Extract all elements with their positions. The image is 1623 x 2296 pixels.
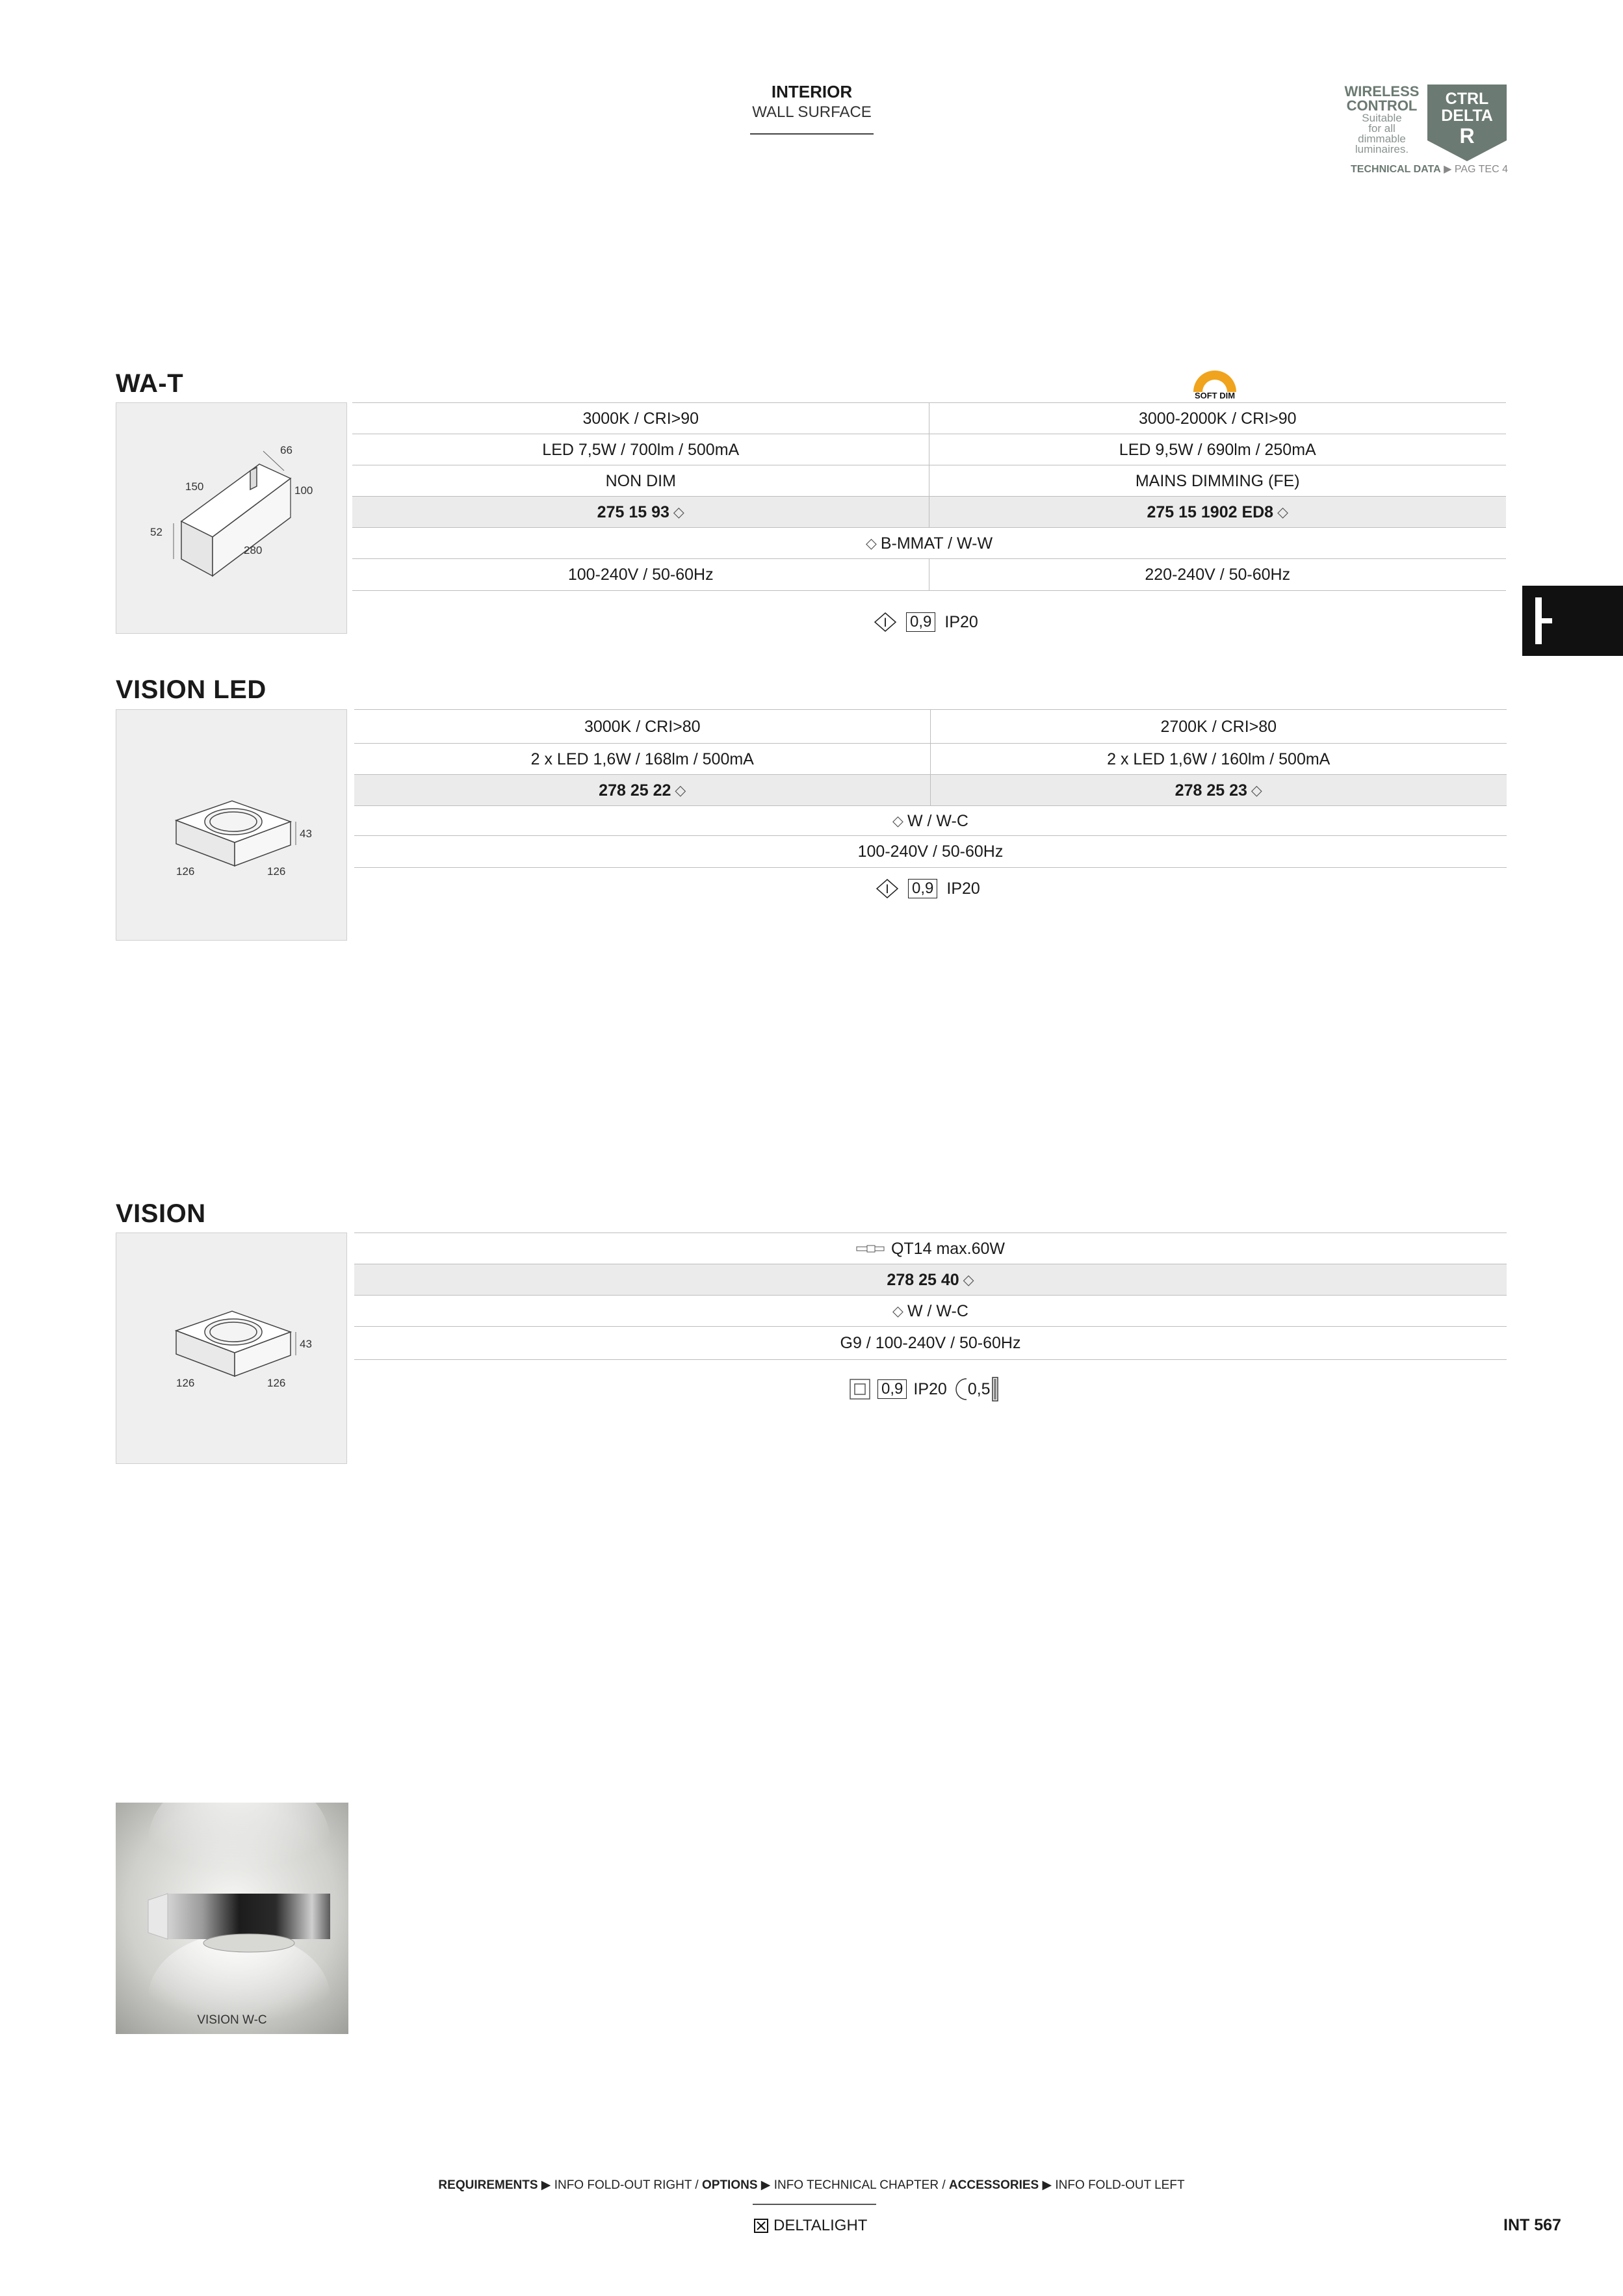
diamond-icon: ◇ [675,782,686,798]
table-row [354,805,1507,836]
table-row [354,1295,1507,1327]
vision-symbols [849,1377,1000,1402]
table-row [352,434,1506,465]
section-title-wat: WA-T [116,369,184,398]
dim-280: 280 [244,544,263,556]
class-ii-icon [849,1378,871,1400]
distance-value: 0,5 [967,1379,991,1398]
class-symbol: I [883,616,887,630]
vision-led-drawing [116,709,347,941]
vled-code-2-cell[interactable] [930,775,1507,806]
wat-finishes-cell [352,528,1506,559]
wat-dim-2: MAINS DIMMING (FE) [929,465,1507,497]
technical-data-label: TECHNICAL DATA [1351,164,1441,175]
ip-rating: IP20 [946,879,980,898]
table-row [352,558,1506,591]
footer-accessories-ref: INFO FOLD-OUT LEFT [1055,2178,1185,2192]
photo-caption: VISION W-C [197,2013,267,2027]
table-row-code [354,774,1507,806]
vision-code: 278 25 40 [887,1270,959,1289]
ctrl-line3: R [1459,124,1475,148]
wat-code-1-cell[interactable] [352,497,929,528]
section-title-vision: VISION [116,1199,206,1228]
wireless-note-4: luminaires. [1355,143,1409,155]
technical-data-link[interactable] [1351,163,1508,176]
dim-43: 43 [300,1338,312,1350]
dim-126-left: 126 [176,1377,195,1389]
table-row [354,1233,1507,1264]
wat-spec-table [352,402,1506,597]
vled-led-1: 2 x LED 1,6W / 168lm / 500mA [530,750,754,768]
brand-name: DELTALIGHT [773,2217,868,2234]
wat-led-1: LED 7,5W / 700lm / 500mA [542,440,740,459]
vision-drawing [116,1233,347,1464]
vision-led-dimension-drawing [116,710,348,941]
header-divider [750,133,874,135]
wireless-note-1: Suitable [1362,112,1402,124]
footer-divider [753,2204,876,2205]
vision-finishes: W / W-C [907,1301,968,1320]
section-title-vision-led: VISION LED [116,675,266,704]
ip-rating: IP20 [944,612,978,631]
play-icon: ▶ [541,2178,551,2192]
table-row [354,743,1507,775]
wat-cct-2: 3000-2000K / CRI>90 [929,403,1507,434]
ip-rating: IP20 [913,1379,947,1398]
dim-150: 150 [185,480,204,493]
vision-dimension-drawing [116,1233,348,1465]
dim-43: 43 [300,828,312,840]
diamond-icon: ◇ [673,504,684,520]
diamond-icon: ◇ [892,1303,903,1319]
play-icon: ▶ [1444,164,1452,175]
wireless-line1: WIRELESS [1344,83,1420,99]
wat-finishes: B-MMAT / W-W [880,534,993,553]
wat-voltage-1: 100-240V / 50-60Hz [567,565,714,584]
vled-led-2: 2 x LED 1,6W / 160lm / 500mA [930,744,1507,775]
soft-dim-label: SOFT DIM [1194,391,1236,400]
vision-finishes-cell [354,1296,1507,1327]
footer-accessories: ACCESSORIES [948,2178,1039,2192]
wat-dim-1: NON DIM [605,471,676,490]
technical-data-ref: PAG TEC 4 [1454,164,1508,175]
wall-fixture-icon [1535,597,1542,644]
play-icon: ▶ [1042,2178,1052,2192]
wat-led-2: LED 9,5W / 690lm / 250mA [929,434,1507,465]
category-label: INTERIOR [771,82,853,101]
vled-code-1: 278 25 22 [599,781,671,800]
wat-dimension-drawing [116,403,348,634]
footer-options-ref: INFO TECHNICAL CHAPTER / [773,2178,946,2192]
class-i-icon [876,878,899,899]
vision-code-cell[interactable] [354,1264,1507,1296]
footer-requirements-ref: INFO FOLD-OUT RIGHT / [554,2178,699,2192]
dim-100: 100 [294,484,313,497]
wireless-note-3: dimmable [1358,133,1406,145]
table-row [354,835,1507,868]
dim-66: 66 [280,444,292,456]
footer-references [0,2178,1623,2193]
product-photo [116,1803,348,2034]
table-row [352,465,1506,497]
table-row-code [352,496,1506,528]
wat-code-2: 275 15 1902 ED8 [1147,502,1274,521]
class-i-icon [874,612,897,633]
page-header [682,81,942,135]
diamond-icon: ◇ [1277,504,1289,520]
wat-drawing [116,402,347,634]
diamond-icon: ◇ [892,813,903,829]
vled-cct-2: 2700K / CRI>80 [930,710,1507,744]
chapter-tab [1522,586,1623,656]
wall-surface-icon [991,1377,1000,1402]
wat-voltage-2: 220-240V / 50-60Hz [929,559,1507,590]
vision-lamp: QT14 max.60W [890,1239,1006,1258]
factor-box: 0,9 [908,879,937,898]
wireless-note-2: for all [1368,122,1396,135]
diamond-icon: ◇ [1251,782,1262,798]
ctrl-delta-shield-icon [1427,85,1507,161]
soft-dim-icon [1187,365,1243,401]
vision-spec-table [354,1233,1507,1363]
lamp-icon [856,1244,885,1253]
table-row-code [354,1264,1507,1296]
distance-icon [954,1377,968,1401]
footer-requirements: REQUIREMENTS [438,2178,538,2192]
table-row [352,527,1506,559]
table-row [354,1326,1507,1360]
dim-52: 52 [150,526,162,538]
subcategory-label: WALL SURFACE [752,103,872,121]
play-icon: ▶ [760,2178,771,2192]
ctrl-line1: CTRL [1445,90,1489,108]
brand-logo [754,2217,867,2235]
wireless-line2: CONTROL [1346,98,1418,114]
vision-led-spec-table [354,709,1507,868]
vled-cct-1: 3000K / CRI>80 [584,717,701,736]
dim-126-left: 126 [176,865,195,878]
distance-group [954,1377,1000,1402]
factor-box: 0,9 [906,612,935,632]
diamond-icon: ◇ [963,1272,974,1288]
ctrl-line2: DELTA [1441,107,1493,125]
factor-box: 0,9 [877,1379,907,1399]
table-row [354,709,1507,744]
vled-finishes-cell [354,806,1507,836]
wat-code-1: 275 15 93 [597,502,669,521]
dim-126-right: 126 [267,865,286,878]
vision-voltage: G9 / 100-240V / 50-60Hz [840,1333,1021,1352]
table-row [352,402,1506,434]
vision-led-symbols [876,878,980,899]
wat-symbols [874,612,978,633]
class-symbol: I [885,883,889,896]
vled-code-1-cell[interactable] [354,775,931,806]
vled-voltage: 100-240V / 50-60Hz [857,842,1004,861]
wat-code-2-cell[interactable] [929,497,1507,528]
page-number: INT 567 [1503,2216,1561,2234]
vled-finishes: W / W-C [907,811,968,830]
vision-wc-photo [116,1803,348,2034]
diamond-icon: ◇ [865,535,877,551]
wat-cct-1: 3000K / CRI>90 [582,409,699,428]
vision-lamp-cell [354,1233,1507,1264]
deltalight-logo-icon [754,2219,768,2233]
wall-fixture-icon-arm [1542,618,1552,623]
wireless-control-label [1340,85,1424,155]
footer-options: OPTIONS [702,2178,758,2192]
dim-126-right: 126 [267,1377,286,1389]
vled-code-2: 278 25 23 [1175,781,1247,800]
